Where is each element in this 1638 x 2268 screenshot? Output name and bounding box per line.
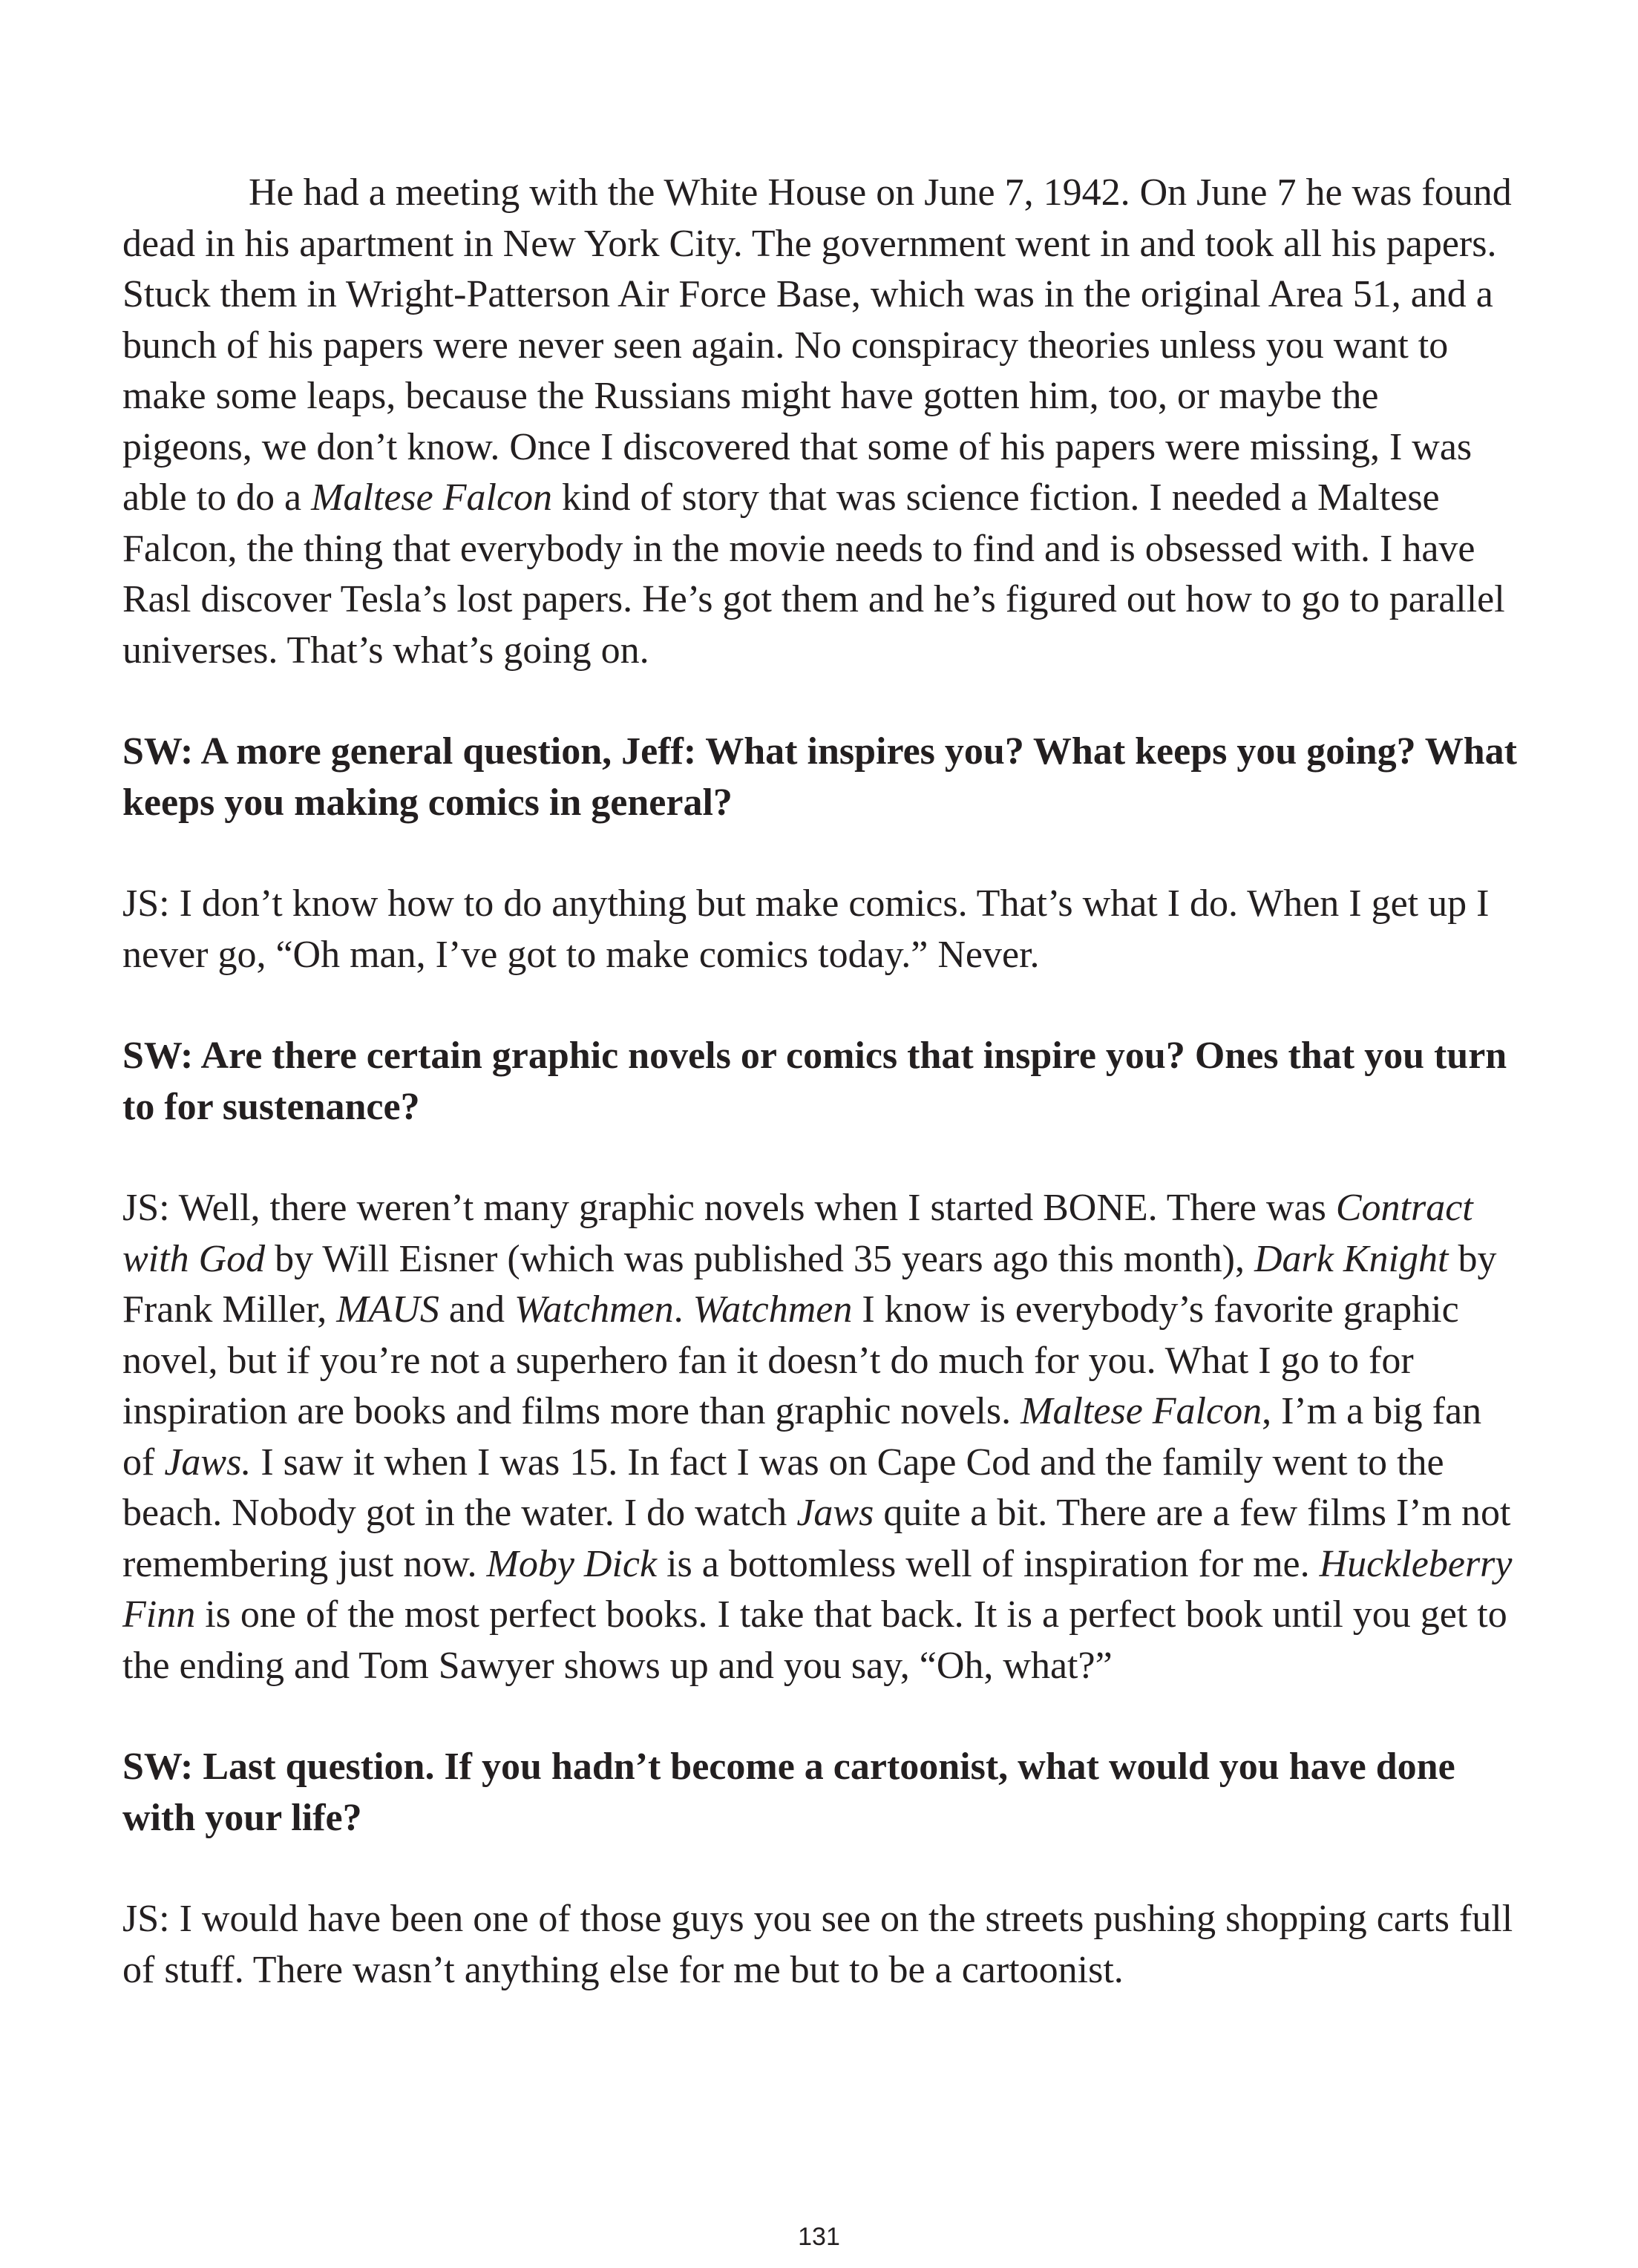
text-run: I saw it when I was 15. In fact I was on Cape Cod and the family went to the beach. Nobody got in the water. I do watch	[122, 1441, 1444, 1534]
text-run: I know is everybody’s favorite graphic novel, but if you’re not a superhero fan it doesn’t do much for you. What I go to for inspiration are books and films more than graphic novels.	[122, 1288, 1459, 1432]
question-last: SW: Last question. If you hadn’t become a cartoonist, what would you have done with your life?	[122, 1746, 1455, 1839]
question-graphic-novels: SW: Are there certain graphic novels or comics that inspire you? Ones that you turn to for sustenance?	[122, 1035, 1507, 1128]
italic-title: Watchmen	[692, 1288, 853, 1331]
italic-title: Jaws	[796, 1492, 874, 1534]
italic-title: Maltese Falcon	[1021, 1390, 1262, 1432]
text-run: kind of story that was science fiction. I needed a Maltese Falcon, the thing that everybody in the movie needs to find and is obsessed with. I have Rasl discover Tesla’s lost papers. He’s got them and he’s figured out how to go to parallel universes. That’s what’s going on.	[122, 476, 1505, 672]
text-run: is one of the most perfect books. I take that back. It is a perfect book until you get to the ending and Tom Sawyer shows up and you say, “Oh, what?”	[122, 1593, 1507, 1687]
page-number: 131	[798, 2223, 840, 2251]
text-run: He had a meeting with the White House on June 7, 1942. On June 7 he was found dead in his apartment in New York City. The government went in and took all his papers. Stuck them in Wright-Patterson Air Force Base, which was in the original Area 51, and a bunch of his papers were never seen again. No conspiracy theories unless you want to make some leaps, because the Russians might have gotten him, too, or maybe the pigeons, we don’t know. Once I discovered that some of his papers were missing, I was able to do a	[122, 171, 1512, 519]
italic-title: Huckleberry Finn	[122, 1542, 1513, 1636]
paragraph-tesla-papers	[122, 168, 1518, 676]
page-body	[122, 168, 1518, 1996]
italic-title: Maltese Falcon	[311, 476, 553, 519]
text-run: by Frank Miller,	[122, 1237, 1497, 1331]
italic-title: Watchmen	[514, 1288, 674, 1331]
question-inspiration: SW: A more general question, Jeff: What inspires you? What keeps you going? What keeps you making comics in general?	[122, 730, 1517, 824]
text-run: and	[439, 1288, 514, 1331]
text-run: .	[673, 1288, 693, 1331]
italic-title: Contract with God	[122, 1187, 1473, 1280]
italic-title: Dark Knight	[1254, 1237, 1449, 1280]
italic-title: Moby Dick	[486, 1542, 658, 1585]
answer-graphic-novels	[122, 1183, 1518, 1691]
italic-title: MAUS	[336, 1288, 439, 1331]
text-run: quite a bit. There are a few films I’m not remembering just now.	[122, 1492, 1511, 1585]
italic-title: Jaws.	[164, 1441, 252, 1484]
text-run: by Will Eisner (which was published 35 years ago this month),	[265, 1237, 1254, 1280]
text-run: is a bottomless well of inspiration for me.	[657, 1542, 1320, 1585]
answer-last: JS: I would have been one of those guys you see on the streets pushing shopping carts full of stuff. There wasn’t anything else for me but to be a cartoonist.	[122, 1898, 1513, 1991]
text-run: JS: Well, there weren’t many graphic novels when I started BONE. There was	[122, 1187, 1336, 1229]
text-run: , I’m a big fan of	[122, 1390, 1482, 1484]
answer-make-comics: JS: I don’t know how to do anything but make comics. That’s what I do. When I get up I never go, “Oh man, I’ve got to make comics today.” Never.	[122, 882, 1490, 976]
